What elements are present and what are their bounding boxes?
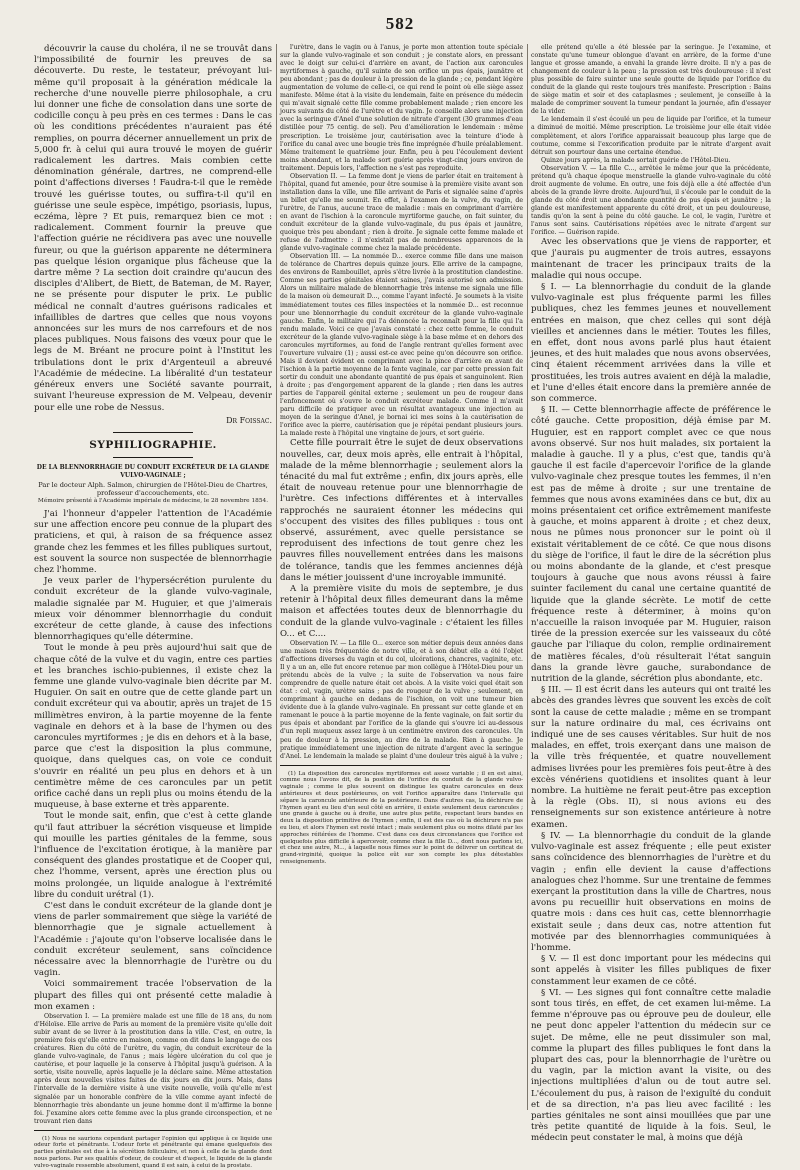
section-paragraph: § V. — Il est donc important pour les médecins qui sont appelés à visiter les filles publiques de fixer constamment leur examen de ce côté. xyxy=(531,954,771,987)
article-title: DE LA BLENNORRHAGIE DU CONDUIT EXCRÉTEUR DE LA GLANDE VULVO-VAGINALE ; xyxy=(36,463,270,479)
column-left xyxy=(34,44,272,1169)
memoir-note: Mémoire présenté à l'Académie impériale de médecine, le 28 novembre 1854. xyxy=(37,498,269,505)
observation-paragraph: Quinze jours après, la malade sortait guérie de l'Hôtel-Dieu. xyxy=(541,156,731,164)
article-paragraph: Avec les observations que je viens de rapporter, et que j'aurais pu augmenter de trois autres, essayons maintenant de tracer les principaux traits de la maladie qui nous occupe. xyxy=(531,237,771,281)
author-signature: Dr Foissac. xyxy=(226,415,272,425)
article-paragraph: découvrir la cause du choléra, il ne se trouvât dans l'impossibilité de fournir les preuves de sa découverte. Du reste, le testateur, prévoyant lui-même qu'il proposait à la génération médicale la recherche d'une nouvelle pierre philosophale, a cru lui donner une fiche de consolation dans une sorte de codicille conçu à peu près en ces termes : Dans le cas où les conditions précédentes n'auraient pas été remplies, on pourra décerner annuellement un prix de 5,000 fr. à celui qui aura trouvé le moyen de guérir radicalement les dartres. Mais combien cette dénomination générale, dartres, ne comprend-elle point d'affections diverses ! Faudra-t-il que le remède trouvé les guérisse toutes, ou suffira-t-il qu'il en guérisse une seule espèce, impétigo, psoriasis, lupus, eczéma, lèpre ? Et puis, remarquez bien ce mot : radicalement. Comment fournir la preuve que l'affection guérie ne récidivera pas avec une nouvelle fureur, ou que la guérison apparente ne déterminera pas quelque lésion organique plus fâcheuse que la dartre même ? La section doit craindre qu'aucun des disciples d'Alibert, de Biett, de Bateman, de M. Rayer, ne se présente pour disputer le prix. Le public médical ne connaît d'autres guérisons radicales et infaillibles de dartres que celles que nous voyons annoncées sur les murs de nos carrefours et de nos places publiques. Nous faisons des vœux pour que le legs de M. Bréant ne procure point à l'Institut les tribulations dont le prix d'Argenteuil a abreuvé l'Académie de médecine. La libéralité d'un testateur généreux envers une Société savante pourrait, suivant l'heureuse expression de M. Velpeau, devenir pour elle une robe de Nessus. xyxy=(34,44,272,413)
observation-paragraph: Observation III. — La nommée D... exerce comme fille dans une maison de tolérance de Chartres depuis quinze jours. Elle arrive de la campagne, des environs de Rambouillet, après s'être livrée à la prostitution clandestine. Comme ses parties génitales étaient saines, j'avais autorisé son admission. Alors un militaire malade de blennorrhagie très intense me signala une fille de la maison où demeurait D..., comme l'ayant infecté. Je soumets à la visite immédiatement toutes ces filles inspectées et la nommée D... est reconnue pour une blennorrhagie du conduit excréteur de la glande vulvo-vaginale gauche. Enfin, le militaire qui l'a dénoncée la reconnaît pour la fille qui l'a rendu malade. Voici ce que j'avais constaté : chez cette femme, le conduit excréteur de la glande vulvo-vaginale siège à la base même et en dehors des caroncules myrtiformes, au fond de l'angle rentrant qu'elles forment avec l'ouverture vulvaire (1) ; aussi est-ce avec peine qu'on découvre son orifice. Mais il devient évident en comprimant avec la pince d'arrière en avant de l'ischion à la partie moyenne de la fente vaginale, car par cette pression fait sortir du conduit une abondante quantité de pus épais et sanguinolent. Rien à droite ; pas d'engorgement apparent de la glande ; rien dans les autres parties de l'appareil génital externe ; seulement un peu de rougeur dans l'enfoncement où s'ouvre le conduit excréteur malade. Comme il m'avait paru difficile de pratiquer avec un résultat avantageux une injection au moyen de la seringue d'Anel, je bornai ici mes soins à la cautérisation de l'orifice avec la pierre, cautérisation que je répétai pendant plusieurs jours. La malade reste à l'hôpital une vingtaine de jours, et sort guérie. xyxy=(280,253,523,438)
section-title: SYPHILIOGRAPHIE. xyxy=(89,438,217,451)
article-paragraph: Je veux parler de l'hypersécrétion purulente du conduit excréteur de la glande vulvo-vaginale, maladie signalée par M. Huguier, et que j'aimerais mieux voir dénommer blennorrhagie du conduit excréteur de cette glande, à cause des infections blennorrhagiques qu'elle détermine. xyxy=(34,576,272,643)
article-paragraph: Cette fille pourrait être le sujet de deux observations nouvelles, car, deux mois après, elle entrait à l'hôpital, malade de la même blennorrhagie ; seulement alors la ténacité du mal fut extrême ; enfin, dix jours après, elle était de nouveau retenue pour une blennorrhagie de l'urètre. Ces infections différentes et à intervalles rapprochés ne sauraient étonner les médecins qui s'occupent des visites des filles publiques : tous ont observé, assurément, avec quelle persistance se reproduisent des infections de tout genre chez les pauvres filles nouvellement entrées dans les maisons de tolérance, tandis que les femmes anciennes déjà dans le métier jouissent d'une incroyable immunité. xyxy=(280,438,523,583)
article-paragraph: Voici sommairement tracée l'observation de la plupart des filles qui ont présenté cette maladie à mon examen : xyxy=(34,979,272,1012)
article-paragraph: A la première visite du mois de septembre, je dus retenir à l'hôpital deux filles demeurant dans la même maison et affectées toutes deux de blennorrhagie du conduit de la glande vulvo-vaginale : c'étaient les filles O... et C.... xyxy=(280,583,523,639)
section-divider xyxy=(113,457,193,458)
column-rule xyxy=(276,44,277,1110)
column-right xyxy=(531,44,771,1144)
column-middle xyxy=(280,44,523,1110)
footnote: (1) La disposition des caroncules myrtiformes est assez variable ; il en est ainsi, comme nous l'avons dit, de la position de l'orifice du conduit de la glande vulvo-vaginale ; comme le plus souvent on distingue les quatre caroncules en deux antérieures et deux postérieures, on voit l'orifice apparaître dans l'intervalle qui sépare la caroncule antérieure de la postérieure. Dans d'autres cas, la déchirure de l'hymen ayant eu lieu d'un seul côté en arrière, il existe seulement deux caroncules ; une grande à gauche ou à droite, une autre plus petite, respectant leurs bandes en deux la disposition primitive de l'hymen ; enfin, il est des cas où la déchirure n'a pas eu lieu, et alors l'hymen est resté intact ; mais seulement plus ou moins dilaté par les approches réitérées de l'homme. C'est dans ces deux circonstances que l'orifice est quelquefois plus difficile à apercevoir, comme chez la fille D..., dont nous parlons ici, et chez une autre, M..., à laquelle nous fûmes sur le point de délivrer un certificat de grand-virginité, quoique la police eût sur son compte les plus détestables renseignements. xyxy=(280,770,523,866)
article-byline: Par le docteur Alph. Salmon, chirurgien de l'Hôtel-Dieu de Chartres, professeur d'accouchements, etc. xyxy=(38,481,268,498)
observation-paragraph: Observation I. — La première malade est une fille de 18 ans, du nom d'Héloïse. Elle arrive de Paris au moment de la première visite qu'elle doit subir avant de se livrer à la prostitution dans la ville. C'est, en outre, la première fois qu'elle entre en maison, comme on dit dans le langage de ces créatures. Rien du côté de l'urètre, du vagin, du conduit excréteur de la glande vulvo-vaginale, de l'anus ; mais légère ulcération du col que je cautérise, et pour laquelle je la conserve à l'hôpital jusqu'à guérison. A la sortie, visite nouvelle, après laquelle je la déclare saine. Même attestation après deux nouvelles visites faites de dix jours en dix jours. Mais, dans l'intervalle de la dernière visite à une visite nouvelle, voilà qu'elle m'est signalée par un honorable confrère de la ville comme ayant infecté de blennorrhagie très abondante un jeune homme dont il m'affirme la bonne foi. J'examine alors cette femme avec la plus grande circonspection, et ne trouvant rien dans xyxy=(34,1013,272,1125)
observation-paragraph: Observation II. — La femme dont je viens de parler était en traitement à l'hôpital, quand fut amenée, pour être soumise à la première visite avant son installation dans la ville, une fille arrivant de Paris et signalée saine d'après un billet qu'elle me soumit. En effet, à l'examen de la vulve, du vagin, de l'urètre, de l'anus, aucune trace de maladie : mais en comprimant d'arrière en avant de l'ischion à la caroncule myrtiforme gauche, on fait suinter, du conduit excréteur de la glande vulvo-vaginale, du pus épais et jaunâtre, quoique très peu abondant ; rien à droite. Je signale cette femme malade et refuse de l'admettre : il n'existait pas de nombreuses apparences de la glande vulvo-vaginale comme chez la malade précédente. xyxy=(280,172,523,253)
article-paragraph: Tout le monde sait, enfin, que c'est à cette glande qu'il faut attribuer la sécrétion visqueuse et limpide qui mouille les parties génitales de la femme, sous l'influence de l'excitation érotique, à la manière par conséquent des glandes prostatique et de Cooper qui, chez l'homme, versent, après une érection plus ou moins prolongée, un liquide analogue à l'extrémité libre du conduit urétral (1). xyxy=(34,811,272,900)
section-paragraph: § II. — Cette blennorrhagie affecte de préférence le côté gauche. Cette proposition, déjà émise par M. Huguier, est en rapport complet avec ce que nous avons observé. Sur nos huit malades, six portaient la maladie à gauche. Il y a plus, c'est que, tandis qu'à gauche il est facile d'apercevoir l'orifice de la glande vulvo-vaginale chez presque toutes les femmes, il n'en est pas de même à droite ; sur une trentaine de femmes que nous avons examinées dans ce but, dix au moins présentaient cet orifice extrêmement manifeste à gauche, et moins apparent à droite ; et chez deux, nous ne pûmes nous prononcer sur le point où il existait véritablement de ce côté. Ce que nous disons du siège de l'orifice, il faut le dire de la sécrétion plus ou moins abondante de la glande, et c'est presque toujours à gauche que nous avons réussi à faire suinter facilement du canal une certaine quantité de liquide que la glande sécrète. Le motif de cette fréquence reste à déterminer, à moins qu'on n'accueille la raison invoquée par M. Huguier, raison tirée de la pression exercée sur les vaisseaux du côté gauche par l'iliaque du colon, remplie ordinairement de matières fécales, d'où résulterait l'état sanguin dans la grande lèvre gauche, surabondance de nutrition de la glande, sécrétion plus abondante, etc. xyxy=(531,405,771,685)
section-divider xyxy=(113,432,193,433)
page-number: 582 xyxy=(385,14,415,33)
article-paragraph: Tout le monde à peu près aujourd'hui sait que de chaque côté de la vulve et du vagin, entre ces parties et les branches ischio-pubiennes, il existe chez la femme une glande vulvo-vaginale bien décrite par M. Huguier. On sait en outre que de cette glande part un conduit excréteur qui va aboutir, après un trajet de 15 millimètres environ, à la partie moyenne de la fente vaginale en dehors et à la base de l'hymen ou des caroncules myrtiformes ; je dis en dehors et à la base, parce que c'est la disposition la plus commune, quoique, dans quelques cas, on voie ce conduit s'ouvrir en réalité un peu plus en dehors et à un centimètre même de ces caroncules par un petit orifice caché dans un repli plus ou moins étendu de la muqueuse, à base externe et très apparente. xyxy=(34,643,272,811)
footnote: (1) Nous ne saurions cependant partager l'opinion qui applique à ce liquide une odeur forte et pénétrante. L'odeur forte et pénétrante qui émane quelquefois des parties génitales est due à la sécrétion folliculaire, et non à celle de la glande dont nous parlons. Par ses qualités d'odeur, de couleur et d'aspect, le liquide de la glande vulvo-vaginale ressemble absolument, quand il est sain, à celui de la prostate. xyxy=(34,1135,272,1169)
section-paragraph: § IV. — La blennorrhagie du conduit de la glande vulvo-vaginale est assez fréquente ; elle peut exister sans coïncidence des blennorrhagies de l'urètre et du vagin ; enfin elle devient la cause d'affections analogues chez l'homme. Sur une trentaine de femmes exerçant la prostitution dans la ville de Chartres, nous avons pu recueillir huit observations en moins de quatre mois : dans ces huit cas, cette blennorrhagie existait seule ; dans deux cas, notre attention fut motivée par des blennorrhagies communiquées à l'homme. xyxy=(531,830,771,953)
observation-paragraph: Observation V. — La fille C..., arrêtée le même jour que la précédente, prétend qu'à chaque époque menstruelle la glande vulvo-vaginale du côté droit augmente de volume. En outre, une fois déjà elle a été affectée d'un abcès de la grande lèvre droite. Aujourd'hui, il s'écoule par le conduit de la glande du côté droit une abondante quantité de pus épais et jaunâtre ; la glande est manifestement apparente du côté droit, et un peu douloureuse, tandis qu'on la sent à peine du côté gauche. Le col, le vagin, l'urètre et l'anus sont sains. Cautérisations répétées avec le nitrate d'argent sur l'orifice. — Guérison rapide. xyxy=(531,164,771,237)
section-paragraph: § III. — Il est écrit dans les auteurs qui ont traité les abcès des grandes lèvres que souvent les excès de coït sont la cause de cette maladie ; même en se trompant sur la nature ordinaire du mal, ces écrivains ont indiqué une de ses causes véritables. Sur huit de nos malades, en effet, trois exerçant dans une maison de la ville très fréquentée, et quatre nouvellement admises livrées pour les premières fois peut-être à des excès vénériens quotidiens et insolites quant à leur nombre. La huitième ne ferait peut-être pas exception à la règle (Obs. II), si nous avions eu des renseignements sur son existence antérieure à notre examen. xyxy=(531,685,771,830)
footnote-divider xyxy=(34,1130,204,1131)
observation-paragraph: Observation IV. — La fille O... exerce son métier depuis deux années dans une maison très fréquentée de notre ville, et à son début elle a été l'objet d'affections diverses du vagin et du col, ulcérations, chancres, vaginite, etc. Il y a un an, elle fut encore retenue par mon collègue à l'Hôtel-Dieu pour un prétendu abcès de la vulve ; la suite de l'observation va nous faire comprendre de quelle nature était cet abcès. A la visite voici quel était son état : col, vagin, urètre sains ; pas de rougeur de la vulve ; seulement, en comprimant à gauche en dedans de l'ischion, on voit une tumeur bien évidente due à la glande vulvo-vaginale. En pressant sur cette glande et en ramenant le pouce à la partie moyenne de la fente vaginale, on fait sortir du pus épais et abondant par l'orifice de la glande qui s'ouvre ici au-dessous d'un repli muqueux assez large à un centimètre environ des caroncules. Un peu de douleur à la pression, au dire de la malade. Rien à gauche. Je pratique immédiatement une injection de nitrate d'argent avec la seringue d'Anel. Le lendemain la malade se plaint d'une douleur très aiguë à la vulve ; xyxy=(280,639,523,760)
footnote-divider xyxy=(280,765,450,766)
observation-paragraph: l'urètre, dans le vagin ou à l'anus, je porte mon attention toute spéciale sur la glande vulvo-vaginale et son conduit ; je constate alors, en pressant avec le doigt sur celui-ci d'arrière en avant, de l'action aux caroncules myrtiformes à gauche, qu'il suinte de son orifice un pus épais, jaunâtre et peu abondant ; pas de douleur à la pression de la glande ; ce, pendant légère augmentation de volume de celle-ci, ce qui rend le point où elle siège assez manifeste. Même état à la visite du lendemain, faite en présence du médecin qui m'avait signalé cette fille comme probablement malade ; rien encore les jours suivants du côté de l'urètre et du vagin. Je conseille alors une injection avec la seringue d'Anel d'une solution de nitrate d'argent (30 grammes d'eau distillée pour 75 centig. de sel). Peu d'amélioration le lendemain : même prescription. Le troisième jour, cautérisation avec la teinture d'iode à l'orifice du canal avec une bougie très fine imprégnée d'huile préalablement. Même traitement le quatrième jour. Enfin, peu à peu l'écoulement devient moins abondant, et la malade sort guérie après vingt-cinq jours environ de traitement. Depuis lors, l'affection ne s'est pas reproduite. xyxy=(280,44,523,172)
article-paragraph: J'ai l'honneur d'appeler l'attention de l'Académie sur une affection encore peu connue de la plupart des praticiens, et qui, à raison de sa fréquence assez grande chez les femmes et les filles publiques surtout, est souvent la source non suspectée de blennorrhagie chez l'homme. xyxy=(34,508,272,575)
section-paragraph: § VI. — Les signes qui font connaître cette maladie sont tous tirés, en effet, de cet examen lui-même. La femme n'éprouve pas ou éprouve peu de douleur, elle ne peut donc appeler l'attention du médecin sur ce sujet. De même, elle ne peut dissimuler son mal, comme la plupart des filles publiques le font dans la plupart des cas, pour la blennorrhagie de l'urètre ou du vagin, par la miction avant la visite, ou des injections multipliées d'alun ou de tout autre sel. L'écoulement du pus, à raison de l'exiguïté du conduit et de sa direction, n'a pas lieu avec facilité : les parties génitales ne sont ainsi mouillées que par une très petite quantité de liquide à la fois. Seul, le médecin peut constater le mal, à moins que déjà xyxy=(531,987,771,1144)
column-rule xyxy=(527,44,528,1110)
observation-paragraph: elle prétend qu'elle a été blessée par la seringue. Je l'examine, et constate qu'une tumeur oblongue d'avant en arrière, de la forme d'une langue et grosse amande, a envahi la grande lèvre droite. Il n'y a pas de changement de couleur à la peau ; la pression est très douloureuse : il n'est plus possible de faire suinter une seule goutte de liquide par l'orifice du conduit de la glande qui reste toujours très manifeste. Prescription : Bains de siège matin et soir et des cataplasmes ; seulement, je conseille à la malade de comprimer souvent la tumeur pendant la journée, afin d'essayer de la vider. xyxy=(531,44,771,116)
observation-paragraph: Le lendemain il s'est écoulé un peu de liquide par l'orifice, et la tumeur a diminué de moitié. Même prescription. Le troisième jour elle était vidée complètement, et alors l'orifice apparaissait beaucoup plus large que de coutume, comme si l'excorification produite par le nitrate d'argent avait détruit son pourtour dans une certaine étendue. xyxy=(531,116,771,156)
section-paragraph: § I. — La blennorrhagie du conduit de la glande vulvo-vaginale est plus fréquente parmi les filles publiques, chez les femmes jeunes et nouvellement entrées en maison, que chez celles qui sont déjà vieilles et anciennes dans le métier. Toutes les filles, en effet, dont nous avons parlé plus haut étaient jeunes, et des huit malades que nous avons observées, cinq étaient récemment arrivées dans la ville et prostituées, les trois autres avaient en déjà la maladie, et l'une d'elles était encore dans la première année de son commerce. xyxy=(531,281,771,404)
article-paragraph: C'est dans le conduit excréteur de la glande dont je viens de parler sommairement que siège la variété de blennorrhagie que je signale actuellement à l'Académie : j'ajoute qu'on l'observe localisée dans le conduit excréteur seulement, sans coïncidence nécessaire avec la blennorrhagie de l'urètre ou du vagin. xyxy=(34,901,272,979)
